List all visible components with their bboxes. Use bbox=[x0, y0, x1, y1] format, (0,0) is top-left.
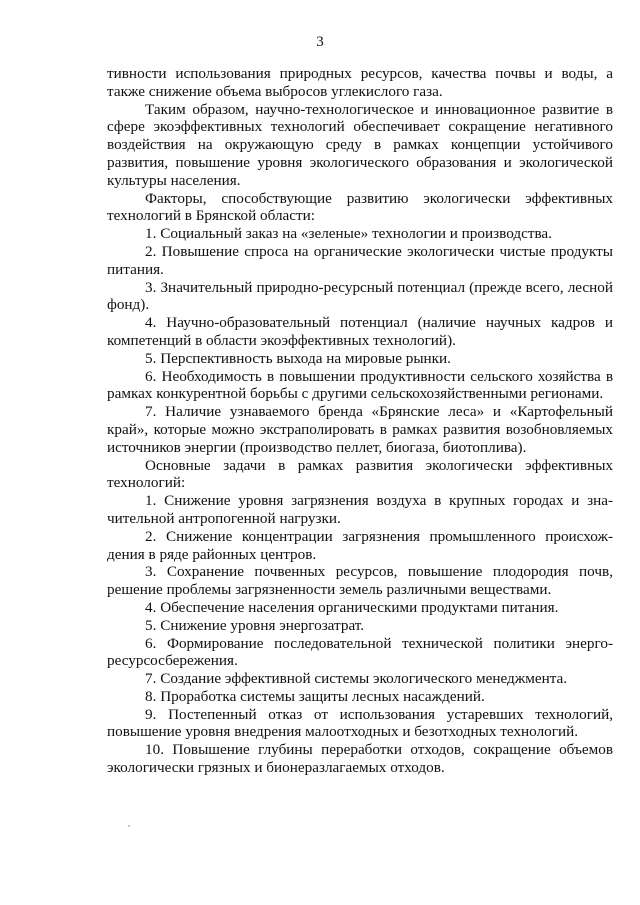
list-item: 7. Создание эффективной системы экологического менеджмента. bbox=[145, 670, 568, 688]
list-item: 10. Повышение глубины переработки отходов, сокращение объемов экологически грязных и бионеразлагаемых отходов. bbox=[107, 741, 613, 777]
list-item: 3. Значительный природно-ресурсный потенциал (прежде всего, лесной фонд). bbox=[107, 278, 613, 314]
list-item: 8. Проработка системы защиты лесных насаждений. bbox=[145, 687, 485, 705]
list-item: 5. Перспективность выхода на мировые рынки. bbox=[145, 349, 451, 367]
intro-continuation-paragraph: тивности использования природных ресурсов, качества почвы и воды, а также снижение объема выбросов углекислого газа. bbox=[107, 65, 613, 100]
list-item: 2. Повышение спроса на органические экологически чистые продукты питания. bbox=[107, 242, 613, 278]
scan-speck bbox=[128, 825, 130, 827]
factors-section bbox=[107, 190, 613, 457]
list-item: 6. Формирование последовательной технической политики энергоресурсосбережения. bbox=[107, 634, 613, 670]
list-item: 6. Необходимость в повышении продуктивности сельского хозяйства в рамках конкурентной борьбы с другими сельскохозяйственными регионами. bbox=[107, 367, 613, 403]
list-item: 2. Снижение концентрации загрязнения промышленного происхождения в ряде районных центров. bbox=[107, 527, 613, 563]
list-item: 4. Обеспечение населения органическими продуктами питания. bbox=[145, 598, 559, 616]
list-item: 1. Снижение уровня загрязнения воздуха в крупных городах и значительной антропогенной нагрузки. bbox=[107, 492, 613, 527]
factors-list bbox=[107, 225, 613, 456]
page-number: 3 bbox=[316, 34, 324, 50]
tasks-list bbox=[107, 492, 613, 777]
factors-heading: Факторы, способствующие развитию экологически эффективных технологий в Брянской области: bbox=[107, 189, 613, 225]
summary-paragraph: Таким образом, научно-технологическое и инновационное развитие в сфере экоэффективных технологий обеспечивает сокращение негативного воздействия на окружающую среду в рамках концепции устойчивого развития, повышение уровня экологического образования и экологической культуры населения. bbox=[107, 100, 613, 189]
page-body bbox=[107, 65, 613, 777]
list-item: 3. Сохранение почвенных ресурсов, повышение плодородия почв, решение проблемы загрязненности земель различными веществами. bbox=[107, 563, 613, 599]
list-item: 5. Снижение уровня энергозатрат. bbox=[145, 616, 365, 634]
list-item: 1. Социальный заказ на «зеленые» технологии и производства. bbox=[145, 225, 552, 243]
tasks-heading: Основные задачи в рамках развития экологически эффективных технологий: bbox=[107, 456, 613, 492]
tasks-section bbox=[107, 457, 613, 777]
list-item: 9. Постепенный отказ от использования устаревших технологий, повышение уровня внедрения малоотходных и безотходных технологий. bbox=[107, 705, 613, 741]
list-item: 7. Наличие узнаваемого бренда «Брянские леса» и «Картофельный край», которые можно экстраполировать в рамках развития возобновляемых источников энергии (производство пеллет, биогаза, биотоплива). bbox=[107, 403, 613, 456]
list-item: 4. Научно-образовательный потенциал (наличие научных кадров и компетенций в области экоэффективных технологий). bbox=[107, 314, 613, 349]
